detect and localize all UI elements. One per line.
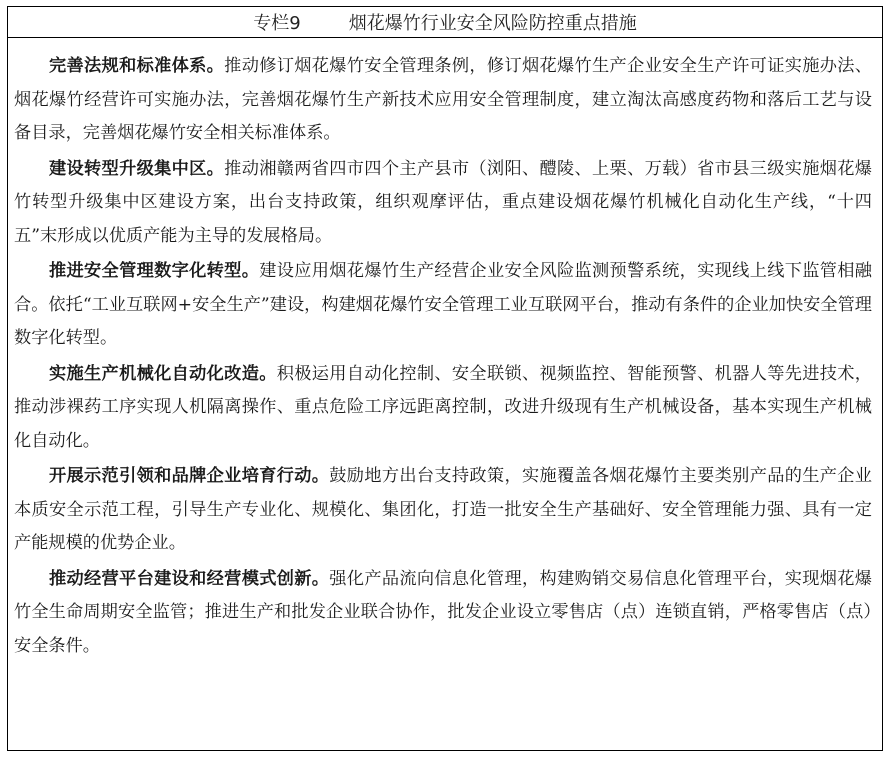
paragraph-text: 推动修订烟花爆竹安全管理条例，修订烟花爆竹生产企业安全生产许可证实施办法、烟花爆竹经营许可实施办法，完善烟花爆竹生产新技术应用安全管理制度，建立淘汰高感度药物和落后工艺与设备目录，完善烟花爆竹安全相关标准体系。 — [14, 56, 872, 143]
paragraph-regulations — [14, 50, 872, 151]
paragraph-demonstration — [14, 460, 872, 561]
box-title: 烟花爆竹行业安全风险防控重点措施 — [348, 13, 637, 34]
paragraph-platform — [14, 563, 872, 664]
feature-box — [7, 6, 883, 751]
paragraph-digital — [14, 255, 872, 356]
paragraph-text: 鼓励地方出台支持政策，实施覆盖各烟花爆竹主要类别产品的生产企业本质安全示范工程，引导生产专业化、规模化、集团化，打造一批安全生产基础好、安全管理能力强、具有一定产能规模的优势企业。 — [14, 466, 872, 553]
paragraph-text: 积极运用自动化控制、安全联锁、视频监控、智能预警、机器人等先进技术，推动涉裸药工序实现人机隔离操作、重点危险工序远距离控制，改进升级现有生产机械设备，基本实现生产机械化自动化。 — [14, 363, 872, 451]
box-label: 专栏9 — [253, 13, 301, 34]
paragraph-automation — [14, 358, 872, 459]
paragraph-text: 推动湘赣两省四市四个主产县市（浏阳、醴陵、上栗、万载）省市县三级实施烟花爆竹转型升级集中区建设方案，出台支持政策，组织观摩评估，重点建设烟花爆竹机械化自动化生产线，“十四五”末形成以优质产能为主导的发展格局。 — [14, 158, 872, 246]
paragraph-heading: 完善法规和标准体系。 — [49, 56, 225, 76]
paragraph-heading: 推进安全管理数字化转型。 — [49, 261, 260, 281]
paragraph-text: 建设应用烟花爆竹生产经营企业安全风险监测预警系统，实现线上线下监管相融合。依托“工业互联网+安全生产”建设，构建烟花爆竹安全管理工业互联网平台，推动有条件的企业加快安全管理数字化转型。 — [14, 261, 872, 348]
paragraph-upgrade-zone — [14, 153, 872, 254]
paragraph-heading: 建设转型升级集中区。 — [49, 158, 225, 179]
paragraph-text: 强化产品流向信息化管理，构建购销交易信息化管理平台，实现烟花爆竹全生命周期安全监管；推进生产和批发企业联合协作，批发企业设立零售店（点）连锁直销，严格零售店（点）安全条件。 — [14, 568, 872, 656]
paragraph-heading: 实施生产机械化自动化改造。 — [49, 363, 277, 384]
paragraph-heading: 开展示范引领和品牌企业培育行动。 — [49, 466, 330, 486]
paragraph-heading: 推动经营平台建设和经营模式创新。 — [49, 568, 330, 589]
box-content — [8, 38, 882, 663]
box-title-row — [8, 7, 882, 38]
